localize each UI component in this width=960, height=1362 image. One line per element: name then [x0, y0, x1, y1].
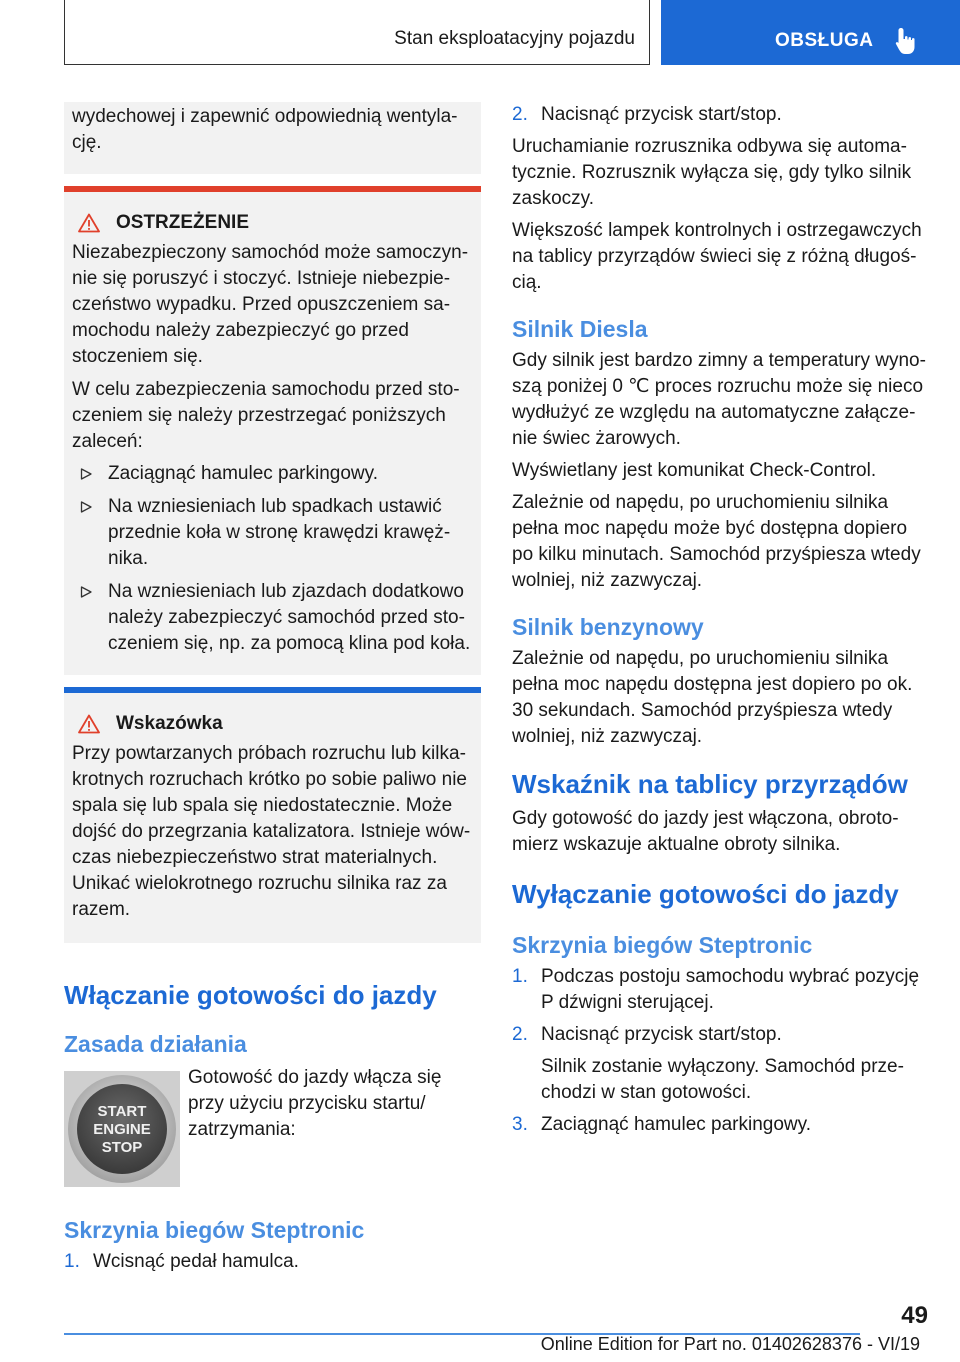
diesel-paragraph-1: Gdy silnik jest bardzo zimny a temperatury wynoszą poniżej 0 ℃ proces rozruchu może się nieco wydłużyć ze względu na automatyczne załączenie świec żarowych.: [512, 350, 926, 449]
stop-steps-list: [512, 964, 928, 1138]
list-item: Zaciągnąć hamulec parkingowy.: [72, 461, 473, 487]
diesel-paragraph-2: Wyświetlany jest komunikat Check-Control.: [512, 460, 877, 481]
principle-text: Gotowość do jazdy włącza się przy użyciu przycisku startu/ zatrzymania:: [188, 1067, 442, 1140]
diesel-paragraph-3: Zależnie od napędu, po uruchomieniu silnika pełna moc napędu może być dostępna dopiero po kilku minutach. Samochód przyśpiesza wtedy wolniej, niż zazwyczaj.: [512, 492, 921, 591]
warning-triangle-icon: [78, 714, 100, 734]
warning-heading: [72, 210, 473, 236]
continued-line-2: cję.: [72, 132, 102, 153]
start-steps-list: [64, 1249, 481, 1275]
step-text: Nacisnąć przycisk start/stop.: [541, 104, 782, 125]
warning-paragraph-2: W celu zabezpieczenia samochodu przed stoczeniem się należy przestrzegać poniższych zaleceń:: [72, 379, 460, 452]
triangle-bullet-icon: [80, 468, 92, 480]
section-title: Stan eksploatacyjny pojazdu: [394, 28, 635, 49]
continued-note-box: [64, 102, 481, 174]
lamps-paragraph: Większość lampek kontrolnych i ostrzegawczych na tablicy przyrządów świeci się z różną długością.: [512, 220, 922, 293]
tab-obsluga[interactable]: [661, 0, 960, 65]
note-paragraph: Przy powtarzanych próbach rozruchu lub kilkakrotnych rozruchach krótko po sobie paliwo nie spala się lub spala się niedostatecznie. Może dojść do przegrzania katalizatora. Istnieje wówczas niebezpieczeństwo strat materialnych. Unikać wielokrotnego rozruchu silnika raz za razem.: [72, 743, 471, 920]
hand-pointer-icon: [894, 26, 920, 56]
left-column: [64, 102, 481, 1281]
principle-block: [64, 1067, 481, 1189]
indicator-paragraph: Gdy gotowość do jazdy jest włączona, obrotomierz wskazuje aktualne obroty silnika.: [512, 808, 899, 855]
continued-line-1: wydechowej i zapewnić odpowiednią wentyla-: [72, 106, 458, 127]
starter-paragraph: Uruchamianie rozrusznika odbywa się automatycznie. Rozrusznik wyłącza się, gdy tylko silnik zaskoczy.: [512, 136, 912, 209]
footer-edition: Online Edition for Part no. 01402628376 - VI/19: [540, 1334, 920, 1354]
warning-paragraph-1: Niezabezpieczony samochód może samoczynnie się poruszyć i stoczyć. Istnieje niebezpieczeństwo wypadku. Przed opuszczeniem samochodu należy zabezpieczyć go przed stoczeniem się.: [72, 242, 469, 367]
list-item: Na wzniesieniach lub zjazdach dodatkowo należy zabezpieczyć samochód przed stoczeniem się, np. za pomocą klina pod koła.: [72, 579, 473, 657]
step-text: Nacisnąć przycisk start/stop.: [541, 1024, 782, 1045]
start-steps-list-cont: [512, 102, 928, 128]
heading-petrol: Silnik benzynowy: [512, 614, 704, 640]
step-subtext: Silnik zostanie wyłączony. Samochód przechodzi w stan gotowości.: [541, 1056, 904, 1103]
list-item: [512, 1112, 928, 1138]
note-box: [64, 687, 481, 943]
step-number: 3.: [512, 1114, 528, 1135]
triangle-bullet-icon: [80, 586, 92, 598]
list-item: [512, 102, 928, 128]
warning-triangle-icon: [78, 213, 100, 233]
petrol-paragraph: Zależnie od napędu, po uruchomieniu silnika pełna moc napędu dostępna jest dopiero po ok. 30 sekundach. Samochód przyśpiesza wtedy wolniej, niż zazwyczaj.: [512, 648, 913, 747]
page-number: 49: [901, 1302, 928, 1329]
step-text: Podczas postoju samochodu wybrać pozycję P dźwigni sterującej.: [541, 966, 920, 1013]
step-number: 1.: [64, 1251, 80, 1272]
list-item: Na wzniesieniach lub spadkach ustawić przednie koła w stronę krawędzi krawężnika.: [72, 494, 473, 572]
step-text: Zaciągnąć hamulec parkingowy.: [541, 1114, 812, 1135]
tab-label: OBSŁUGA: [775, 30, 874, 51]
list-item: [64, 1249, 481, 1275]
note-heading: [72, 711, 473, 737]
step-number: 2.: [512, 1024, 528, 1045]
step-number: 1.: [512, 966, 528, 987]
warning-title: OSTRZEŻENIE: [116, 212, 250, 233]
step-number: 2.: [512, 104, 528, 125]
note-title: Wskazówka: [116, 713, 223, 734]
step-text: Wcisnąć pedał hamulca.: [93, 1251, 299, 1272]
start-button-label: START ENGINE STOP: [93, 1103, 151, 1156]
list-item: [512, 964, 928, 1016]
heading-diesel: Silnik Diesla: [512, 316, 648, 342]
warning-box: [64, 186, 481, 675]
header-frame: [64, 0, 650, 65]
heading-switch-off: Wyłączanie gotowości do jazdy: [512, 879, 899, 909]
triangle-bullet-icon: [80, 501, 92, 513]
list-item: [512, 1022, 928, 1106]
heading-principle: Zasada działania: [64, 1031, 247, 1057]
warning-list: [72, 461, 473, 657]
heading-steptronic: Skrzynia biegów Steptronic: [64, 1217, 365, 1243]
heading-steptronic-off: Skrzynia biegów Steptronic: [512, 932, 813, 958]
right-column: [512, 102, 928, 1144]
start-stop-button-image: [64, 1071, 180, 1187]
heading-switch-on: Włączanie gotowości do jazdy: [64, 980, 437, 1010]
heading-indicator: Wskaźnik na tablicy przyrządów: [512, 769, 908, 799]
